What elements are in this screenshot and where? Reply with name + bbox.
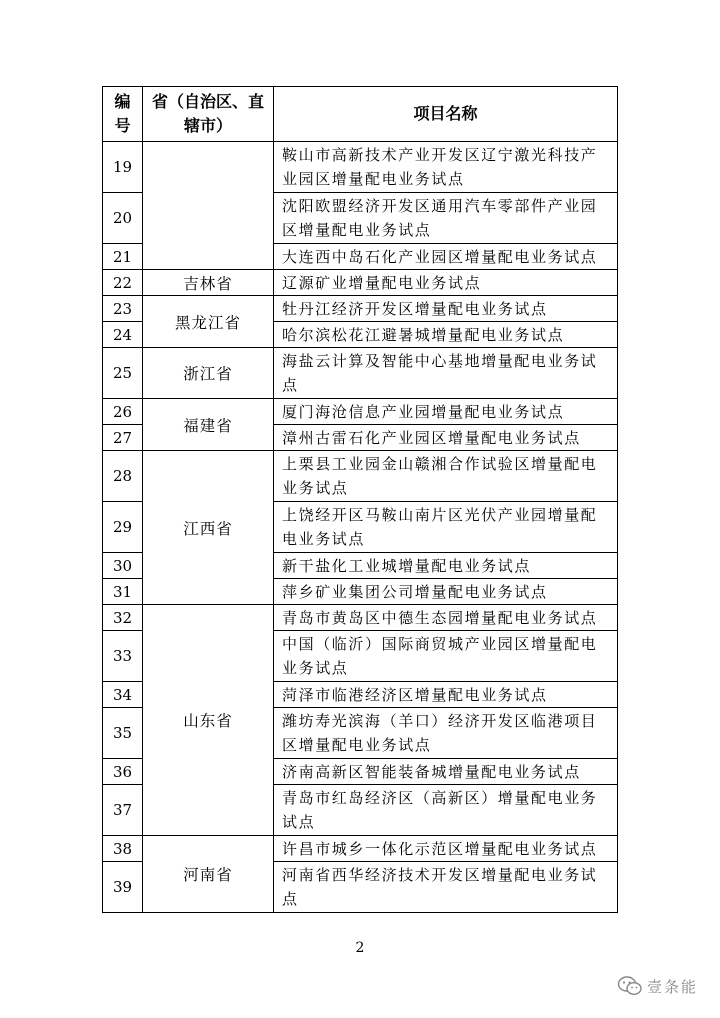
project-name: 新干盐化工业城增量配电业务试点 <box>274 553 618 579</box>
project-name: 菏泽市临港经济区增量配电业务试点 <box>274 682 618 708</box>
row-number: 31 <box>103 579 143 605</box>
row-number: 35 <box>103 708 143 759</box>
header-num: 编号 <box>103 87 143 142</box>
row-number: 39 <box>103 862 143 913</box>
row-number: 24 <box>103 322 143 348</box>
project-name: 河南省西华经济技术开发区增量配电业务试点 <box>274 862 618 913</box>
row-number: 26 <box>103 399 143 425</box>
row-number: 22 <box>103 270 143 296</box>
project-name: 上饶经开区马鞍山南片区光伏产业园增量配电业务试点 <box>274 502 618 553</box>
header-province: 省（自治区、直辖市） <box>143 87 274 142</box>
province-cell: 福建省 <box>143 399 274 451</box>
project-name: 上栗县工业园金山赣湘合作试验区增量配电业务试点 <box>274 451 618 502</box>
project-name: 中国（临沂）国际商贸城产业园区增量配电业务试点 <box>274 631 618 682</box>
project-name: 青岛市黄岛区中德生态园增量配电业务试点 <box>274 605 618 631</box>
table-row <box>103 142 618 193</box>
table-row <box>103 348 618 399</box>
province-cell: 河南省 <box>143 836 274 913</box>
row-number: 25 <box>103 348 143 399</box>
table-header-row <box>103 87 618 142</box>
row-number: 28 <box>103 451 143 502</box>
table-row <box>103 605 618 631</box>
row-number: 33 <box>103 631 143 682</box>
row-number: 34 <box>103 682 143 708</box>
wechat-icon <box>617 975 643 997</box>
project-name: 潍坊寿光滨海（羊口）经济开发区临港项目区增量配电业务试点 <box>274 708 618 759</box>
project-name: 海盐云计算及智能中心基地增量配电业务试点 <box>274 348 618 399</box>
province-cell: 浙江省 <box>143 348 274 399</box>
pilot-projects-table <box>102 86 618 913</box>
watermark <box>617 975 698 997</box>
province-cell: 江西省 <box>143 451 274 605</box>
project-name: 辽源矿业增量配电业务试点 <box>274 270 618 296</box>
table-row <box>103 836 618 862</box>
project-name: 鞍山市高新技术产业开发区辽宁激光科技产业园区增量配电业务试点 <box>274 142 618 193</box>
project-name: 青岛市红岛经济区（高新区）增量配电业务试点 <box>274 785 618 836</box>
row-number: 30 <box>103 553 143 579</box>
province-cell: 黑龙江省 <box>143 296 274 348</box>
row-number: 21 <box>103 244 143 270</box>
province-cell: 山东省 <box>143 605 274 836</box>
project-name: 厦门海沧信息产业园增量配电业务试点 <box>274 399 618 425</box>
table-row <box>103 451 618 502</box>
project-name: 哈尔滨松花江避暑城增量配电业务试点 <box>274 322 618 348</box>
province-cell: 吉林省 <box>143 270 274 296</box>
row-number: 32 <box>103 605 143 631</box>
row-number: 27 <box>103 425 143 451</box>
table-row <box>103 270 618 296</box>
project-name: 大连西中岛石化产业园区增量配电业务试点 <box>274 244 618 270</box>
row-number: 38 <box>103 836 143 862</box>
table-row <box>103 399 618 425</box>
project-name: 漳州古雷石化产业园区增量配电业务试点 <box>274 425 618 451</box>
row-number: 29 <box>103 502 143 553</box>
project-name: 牡丹江经济开发区增量配电业务试点 <box>274 296 618 322</box>
project-name: 许昌市城乡一体化示范区增量配电业务试点 <box>274 836 618 862</box>
project-name: 沈阳欧盟经济开发区通用汽车零部件产业园区增量配电业务试点 <box>274 193 618 244</box>
watermark-text: 壹条能 <box>646 977 698 996</box>
province-cell <box>143 142 274 270</box>
header-project: 项目名称 <box>274 87 618 142</box>
project-name: 萍乡矿业集团公司增量配电业务试点 <box>274 579 618 605</box>
project-name: 济南高新区智能装备城增量配电业务试点 <box>274 759 618 785</box>
row-number: 37 <box>103 785 143 836</box>
row-number: 36 <box>103 759 143 785</box>
row-number: 20 <box>103 193 143 244</box>
row-number: 19 <box>103 142 143 193</box>
row-number: 23 <box>103 296 143 322</box>
table-row <box>103 296 618 322</box>
page-number: 2 <box>355 940 365 956</box>
